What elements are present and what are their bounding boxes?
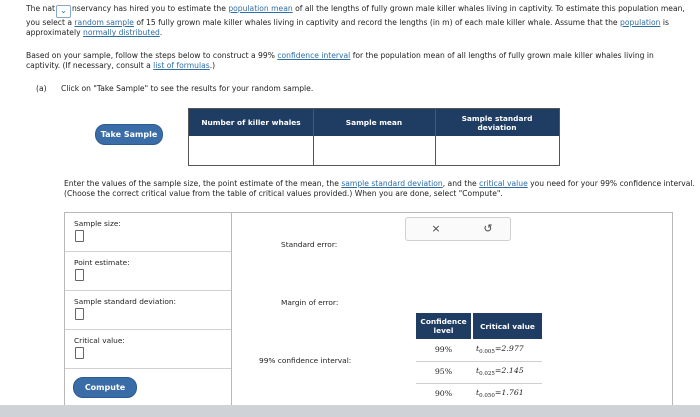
link-confidence-interval[interactable]: confidence interval [277, 51, 351, 60]
link-list-of-formulas[interactable]: list of formulas [153, 61, 210, 71]
point-estimate-input[interactable] [75, 269, 84, 281]
chevron-down-icon[interactable]: ⌄ [56, 5, 71, 18]
t-value: =2.977 [494, 344, 524, 353]
sample-size-field [65, 213, 231, 252]
confidence-level-value: 95% [434, 367, 453, 376]
link-normally-distributed[interactable]: normally distributed [83, 28, 160, 38]
t-subscript: 0.025 [479, 371, 495, 377]
sample-size-input[interactable] [75, 230, 84, 242]
intro-end: . [159, 28, 163, 38]
compute-panel [64, 212, 673, 407]
sample-size-label: Sample size: [74, 219, 121, 228]
header-number-of-whales: Number of killer whales [201, 118, 301, 127]
confidence-level-value: 90% [434, 389, 453, 398]
header-confidence-level: Confidence level [416, 313, 471, 339]
table-row [416, 340, 542, 362]
step-instructions [64, 179, 700, 200]
step-text-3: you need for your 99% confidence interval. (Choose the correct critical value from the table of critical values provided.) When you are done, select "Compute". [64, 179, 695, 199]
undo-icon[interactable]: ↺ [483, 222, 493, 235]
t-value: =1.761 [494, 388, 524, 397]
critical-value-field [65, 330, 231, 369]
sample-sd-input[interactable] [75, 308, 84, 320]
link-critical-value[interactable]: critical value [479, 179, 528, 188]
table-divider [435, 109, 436, 165]
sample-results-table [188, 108, 560, 166]
step-text-1: Enter the values of the sample size, the point estimate of the mean, the [64, 179, 339, 188]
header-critical-value: Critical value [473, 313, 542, 339]
instructions-paragraph [26, 51, 690, 72]
intro-text-1: of all the lengths of fully grown male killer whales living in captivity. To estimate this population mean, you select a [26, 4, 685, 27]
tool-palette [405, 217, 511, 241]
part-a-label: (a) [36, 84, 47, 93]
instructions-text-3: .) [209, 61, 216, 71]
instructions-text-2: for the population mean of all lengths of fully grown male killer whales living in captivity. (If necessary, consult a [26, 51, 654, 71]
intro-suffix: nservancy has hired you to estimate the [71, 4, 226, 13]
table-row [416, 362, 542, 384]
bottom-strip [0, 405, 700, 417]
t-symbol: t [476, 344, 480, 353]
part-a-text: Click on "Take Sample" to see the results for your random sample. [61, 84, 314, 93]
confidence-interval-label: 99% confidence interval: [259, 356, 352, 365]
t-subscript: 0.050 [479, 393, 495, 399]
point-estimate-field [65, 252, 231, 291]
t-symbol: t [476, 366, 480, 375]
instructions-text-1: Based on your sample, follow the steps below to construct a 99% [26, 51, 275, 60]
critical-value-table [416, 313, 542, 403]
part-a-prompt [36, 84, 313, 93]
point-estimate-label: Point estimate: [74, 258, 130, 267]
critical-value-input[interactable] [75, 347, 84, 359]
link-population-mean[interactable]: population mean [228, 4, 293, 13]
header-sample-sd: Sample standard deviation [461, 113, 533, 132]
table-divider [313, 109, 314, 165]
t-symbol: t [476, 388, 480, 397]
critical-value [476, 366, 524, 377]
standard-error-label: Standard error: [281, 240, 338, 249]
intro-prefix: The nat [26, 4, 55, 13]
critical-value-label: Critical value: [74, 336, 125, 345]
intro-text-2: of 15 fully grown male killer whales living in captivity and record the lengths (in m) of each male killer whale. Assume that the [136, 18, 618, 27]
link-sample-standard-deviation[interactable]: sample standard deviation [341, 179, 443, 188]
intro-text-3: is approximately [26, 18, 669, 38]
margin-of-error-label: Margin of error: [281, 298, 339, 307]
compute-button[interactable]: Compute [73, 377, 137, 398]
t-value: =2.145 [494, 366, 524, 375]
header-sample-mean: Sample mean [345, 118, 403, 127]
confidence-level-value: 99% [434, 345, 453, 354]
input-column [65, 213, 232, 406]
link-population[interactable]: population [620, 18, 661, 27]
critical-value [476, 388, 524, 399]
critical-value [476, 344, 524, 355]
sample-sd-label: Sample standard deviation: [74, 297, 177, 306]
t-subscript: 0.005 [479, 349, 495, 355]
intro-paragraph [26, 4, 690, 39]
take-sample-button[interactable]: Take Sample [95, 124, 163, 145]
table-row [416, 384, 542, 405]
link-random-sample[interactable]: random sample [74, 18, 134, 27]
step-text-2: , and the [442, 179, 477, 188]
sample-sd-field [65, 291, 231, 330]
clear-icon[interactable]: × [431, 222, 441, 235]
